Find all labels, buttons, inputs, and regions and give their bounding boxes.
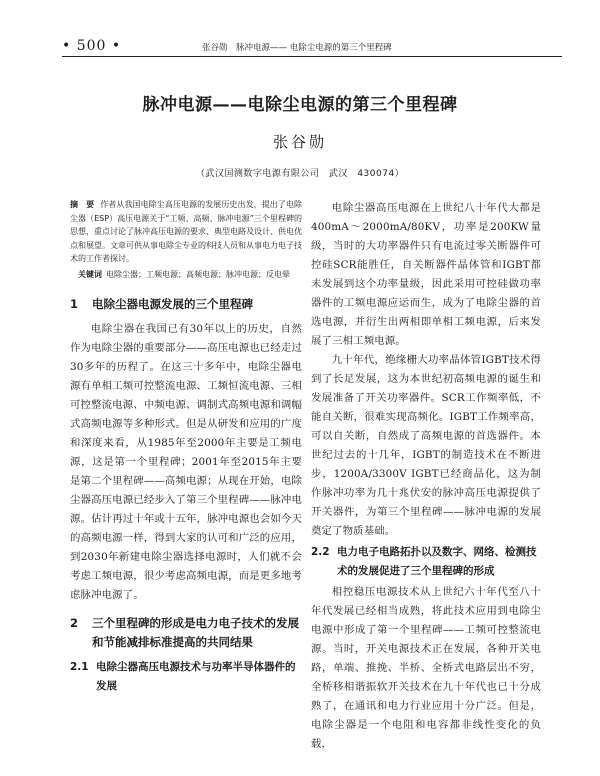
keywords-text: 电除尘器；工频电源；高频电源；脉冲电源；反电晕 <box>106 269 290 279</box>
subsection-title: 电除尘器高压电源技术与功率半导体器件的发展 <box>96 660 296 692</box>
section-1-heading <box>70 295 302 314</box>
article-author: 张谷勋 <box>272 133 327 151</box>
section-2-1-heading <box>70 658 302 696</box>
page-number: • 500 • <box>62 38 122 54</box>
section-number: 2 <box>70 615 79 630</box>
keywords <box>70 268 302 282</box>
paragraph: 电除尘器高压电源在上世纪八十年代大都是400mA～2000mA/80KV，功率是200KW量级，当时的大功率器件只有电流过零关断器件可控硅SCR能胜任，自关断器件晶体管和IGBT都未发展到这个功率量级，因此采用可控硅做功率器件的工频电源应运而生，成为了电除尘器的首选电源，并衍生出两相即单相工频电源，后来发展了三相工频电源。 <box>311 202 541 347</box>
article-title: 脉冲电源——电除尘电源的第三个里程碑 <box>142 95 458 115</box>
section-title: 三个里程碑的形成是电力电子技术的发展和节能减排标准提高的共同结果 <box>92 615 299 649</box>
subsection-number: 2.1 <box>70 660 89 673</box>
right-column <box>311 199 541 754</box>
paragraph: 相控稳压电源技术从上世纪六十年代至八十年代发展已经相当成熟，将此技术应用到电除尘电源中形成了第一个里程碑——工频可控整流电源。当时，开关电源技术正在发展，各种开关电路，单端、推挽、半桥、全桥式电路层出不穷，全桥移相谐振软开关技术在九十年代也已十分成熟了，在通讯和电力行业应用十分广泛。但是，电除尘器是一个电阻和电容都非线性变化的负载， <box>311 586 541 750</box>
paragraph: 九十年代，绝缘栅大功率晶体管IGBT技术得到了长足发展，这为本世纪初高频电源的诞生和发展准备了开关功率器件。SCR工作频率低，不能自关断，很难实现高频化。IGBT工作频率高，可以自关断，自然成了高频电源的首选器件。本世纪过去的十几年，IGBT的制造技术在不断进步，1200A/3300V IGBT已经商品化，这为制作脉冲功率为几十兆伏安的脉冲高压电源提供了开关器件，为第三个里程碑——脉冲电源的发展奠定了物质基础。 <box>311 354 541 537</box>
author-affiliation: （武汉国测数字电源有限公司 武汉 430074） <box>195 169 405 179</box>
running-head: 张谷勋 脉冲电源—— 电除尘电源的第三个里程碑 <box>202 43 392 53</box>
subsection-number: 2.2 <box>311 546 330 558</box>
abstract-label: 摘 要 <box>70 200 95 209</box>
abstract <box>70 198 302 266</box>
section-2-2-heading <box>311 543 541 581</box>
section-title: 电除尘器电源发展的三个里程碑 <box>92 296 253 311</box>
section-2-heading <box>70 614 302 652</box>
left-column <box>70 198 302 696</box>
abstract-text: 作者从我国电除尘高压电源的发展历史出发，提出了电除尘器（ESP）高压电源关于“工频、高频、脉冲电源”三个里程碑的思想，重点讨论了脉冲高压电源的要求、典型电路及设计、供电优点和展望。文章可供从事电除尘专业的科技人员和从事电力电子技术的工作者探讨。 <box>70 200 303 264</box>
section-1-paragraph: 电除尘器在我国已有30年以上的历史，自然作为电除尘器的重要部分——高压电源也已经走过30多年的历程了。在这三十多年中，电除尘器电源有单相工频可控整流电源、工频恒流电源、三相可控整流电源、中频电源、调制式高频电源和调幅式高频电源等多种形式。但是从研发和应用的广度和深度来看，从1985年至2000年主要是工频电源，这是第一个里程碑；2001年至2015年主要是第二个里程碑——高频电源；从现在开始，电除尘器高压电源已经步入了第三个里程碑——脉冲电源。估计再过十年或十五年，脉冲电源也会如今天的高频电源一样，得到大家的认可和广泛的应用，到2030年新建电除尘器选择电源时，人们就不会考虑工频电源，很少考虑高频电源，而是更多地考虑脉冲电源了。 <box>70 322 302 601</box>
page-header <box>62 36 562 57</box>
keywords-label: 关键词 <box>78 269 102 279</box>
section-number: 1 <box>70 296 79 311</box>
subsection-title: 电力电子电路拓扑以及数字、网络、检测技术的发展促进了三个里程碑的形成 <box>337 546 537 577</box>
